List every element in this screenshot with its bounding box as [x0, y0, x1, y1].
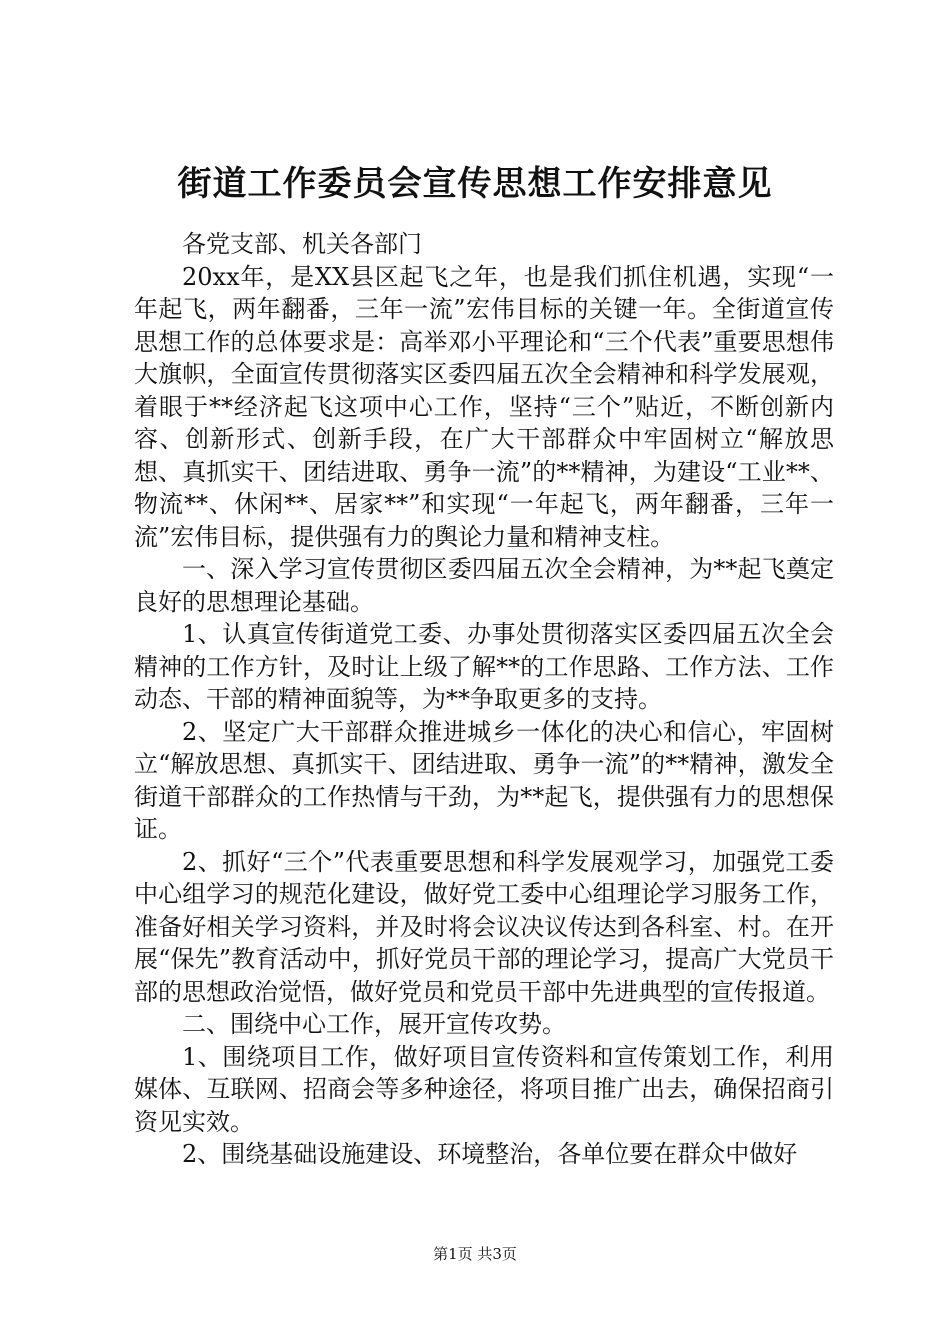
paragraph: 20xx年，是XX县区起飞之年，也是我们抓住机遇，实现“一年起飞，两年翻番，三年一流”宏伟目标的关键一年。全街道宣传思想工作的总体要求是：高举邓小平理论和“三个代表”重要思想伟大旗帜，全面宣传贯彻落实区委四届五次全会精神和科学发展观，着眼于**经济起飞这项中心工作，坚持“三个”贴近，不断创新内容、创新形式、创新手段，在广大干部群众中牢固树立“解放思想、真抓实干、团结进取、勇争一流”的**精神，为建设“工业**、物流**、休闲**、居家**”和实现“一年起飞，两年翻番，三年一流”宏伟目标，提供强有力的舆论力量和精神支柱。 [134, 262, 834, 551]
paragraph: 1、围绕项目工作，做好项目宣传资料和宣传策划工作，利用媒体、互联网、招商会等多种途径，将项目推广出去，确保招商引资见实效。 [134, 1042, 834, 1136]
paragraph: 2、坚定广大干部群众推进城乡一体化的决心和信心，牢固树立“解放思想、真抓实干、团结进取、勇争一流”的**精神，激发全街道干部群众的工作热情与干劲，为**起飞，提供强有力的思想保证。 [134, 717, 834, 843]
paragraph: 2、抓好“三个”代表重要思想和科学发展观学习，加强党工委中心组学习的规范化建设，做好党工委中心组理论学习服务工作，准备好相关学习资料，并及时将会议决议传达到各科室、村。在开展“保先”教育活动中，抓好党员干部的理论学习，提高广大党员干部的思想政治觉悟，做好党员和党员干部中先进典型的宣传报道。 [134, 847, 834, 1006]
salutation: 各党支部、机关各部门 [182, 230, 422, 258]
section-heading: 一、深入学习宣传贯彻区委四届五次全会精神，为**起飞奠定良好的思想理论基础。 [134, 555, 834, 616]
paragraph: 2、围绕基础设施建设、环境整治，各单位要在群众中做好 [182, 1140, 798, 1168]
paragraph: 1、认真宣传街道党工委、办事处贯彻落实区委四届五次全会精神的工作方针，及时让上级了解**的工作思路、工作方法、工作动态、干部的精神面貌等，为**争取更多的支持。 [134, 620, 834, 713]
document-title: 街道工作委员会宣传思想工作安排意见 [177, 164, 773, 204]
section-heading: 二、围绕中心工作，展开宣传攻势。 [182, 1010, 566, 1038]
document-body [134, 228, 834, 1171]
page-footer: 第1页 共3页 [433, 1245, 517, 1263]
